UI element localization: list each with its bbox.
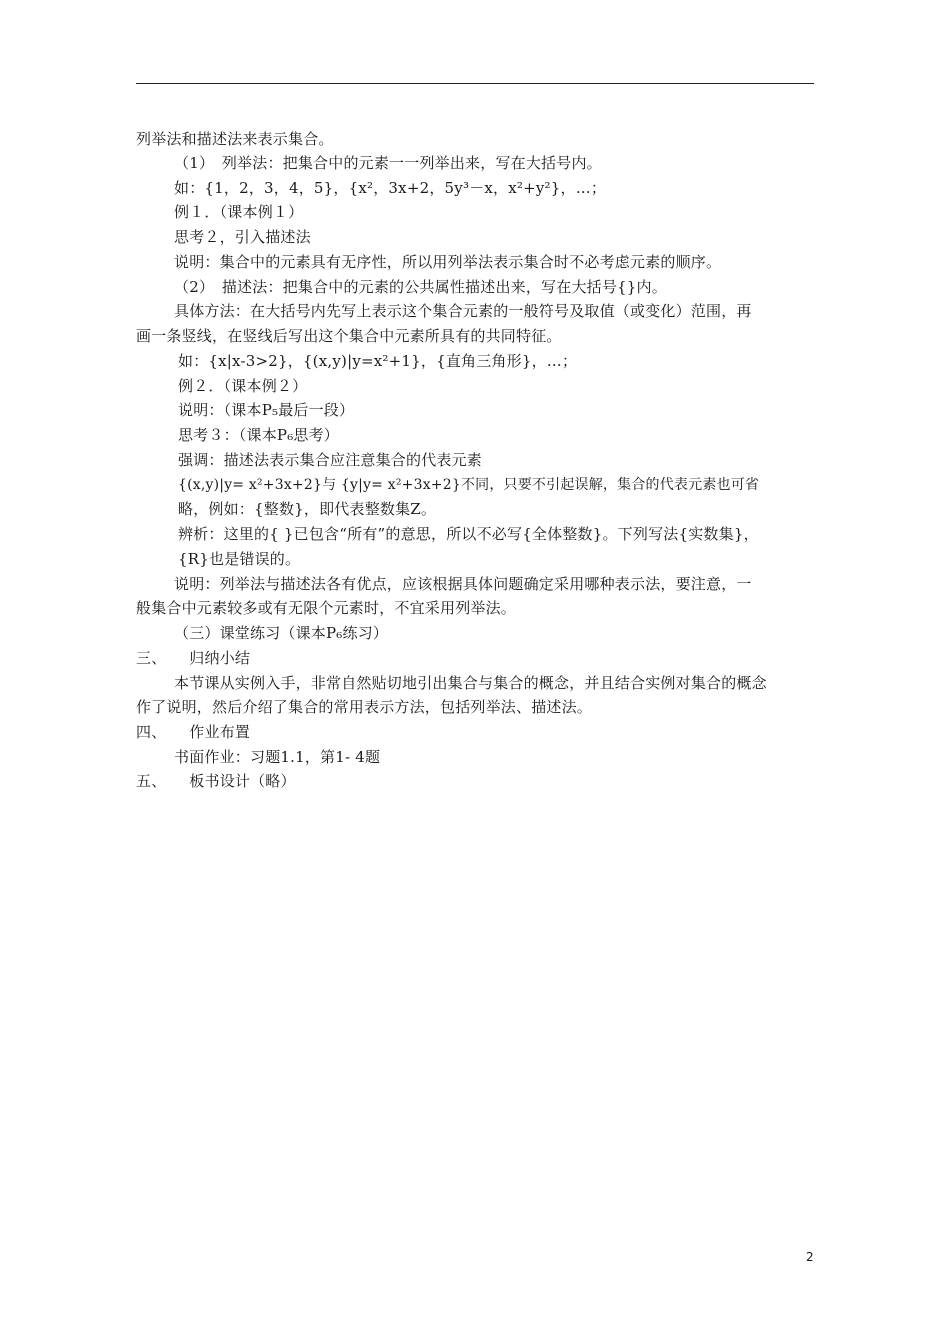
header-rule [136, 83, 814, 84]
section-heading: 四、 作业布置 [136, 723, 251, 741]
text-line: （三）课堂练习（课本P₆练习） [174, 624, 389, 642]
text-line: 说明：（课本P₅最后一段） [178, 401, 355, 419]
text-line: 说明：集合中的元素具有无序性，所以用列举法表示集合时不必考虑元素的顺序。 [174, 253, 722, 271]
text-line: 如：{x|x-3>2}，{(x,y)|y=x²+1}，{直角三角形}，…； [178, 352, 578, 370]
section-heading: 三、 归纳小结 [136, 649, 251, 667]
text-line: 说明：列举法与描述法各有优点，应该根据具体问题确定采用哪种表示法，要注意，一 [174, 575, 752, 593]
text-line: 例１．（课本例１） [174, 203, 304, 221]
text-line: 具体方法：在大括号内先写上表示这个集合元素的一般符号及取值（或变化）范围，再 [174, 302, 752, 320]
text-line: 辨析：这里的{ }已包含“所有”的意思，所以不必写{全体整数}。下列写法{实数集}， [178, 525, 759, 543]
text-line: 列举法和描述法来表示集合。 [136, 130, 334, 148]
text-line: 作了说明，然后介绍了集合的常用表示方法，包括列举法、描述法。 [136, 698, 593, 716]
text-line: 思考２，引入描述法 [174, 228, 311, 246]
text-line: 书面作业：习题1.1，第1- 4题 [174, 748, 381, 766]
text-line: （1） 列举法：把集合中的元素一一列举出来，写在大括号内。 [174, 154, 602, 172]
section-heading: 五、 板书设计（略） [136, 772, 296, 790]
text-line: 画一条竖线，在竖线后写出这个集合中元素所具有的共同特征。 [136, 327, 562, 345]
text-line: 强调：描述法表示集合应注意集合的代表元素 [178, 451, 483, 469]
text-line: 如：{1，2，3，4，5}，{x²，3x+2，5y³－x，x²+y²}，…； [174, 179, 607, 197]
text-line: {(x,y)|y= x²+3x+2}与 {y|y= x²+3x+2}不同，只要不引起误解，集合的代表元素也可省 [178, 477, 760, 493]
page-number: 2 [806, 1250, 814, 1264]
text-line: 思考３：（课本P₆思考） [178, 426, 340, 444]
text-line: （2） 描述法：把集合中的元素的公共属性描述出来，写在大括号{}内。 [174, 278, 667, 296]
text-line: 略，例如：{整数}，即代表整数集Z。 [178, 500, 437, 518]
text-line: 般集合中元素较多或有无限个元素时，不宜采用列举法。 [136, 599, 517, 617]
text-line: {R}也是错误的。 [178, 550, 301, 568]
text-line: 例２．（课本例２） [178, 377, 308, 395]
text-line: 本节课从实例入手，非常自然贴切地引出集合与集合的概念，并且结合实例对集合的概念 [174, 674, 767, 692]
